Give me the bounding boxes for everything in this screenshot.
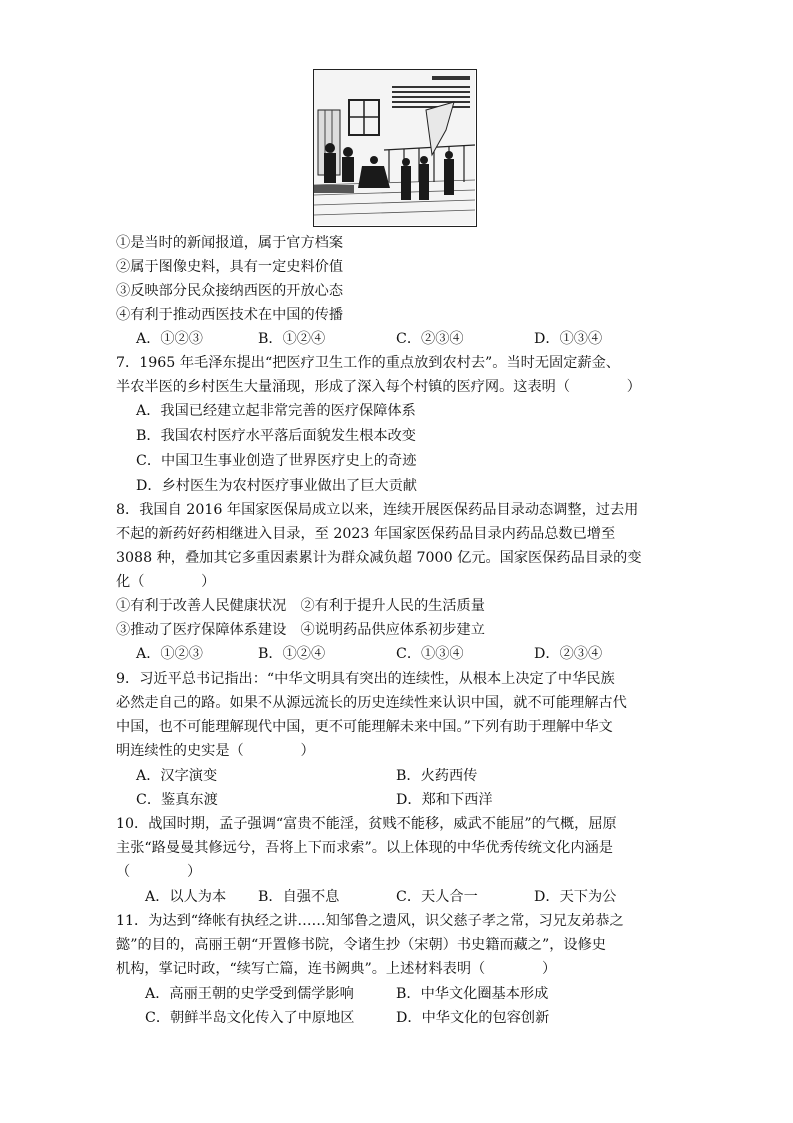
q11-stem: 11．为达到“绛帐有执经之讲……知邹鲁之遗风，识父慈子孝之常，习兄友弟恭之 xyxy=(116,913,624,929)
q7-option-a[interactable]: A．我国已经建立起非常完善的医疗保障体系 xyxy=(136,403,416,419)
q10-stem: （ ） xyxy=(116,864,202,880)
q7-option-c[interactable]: C．中国卫生事业创造了世界医疗史上的奇迹 xyxy=(136,453,417,469)
q9-option-d[interactable]: D．郑和下西洋 xyxy=(396,792,493,808)
q9-option-a[interactable]: A．汉字演变 xyxy=(136,768,218,784)
q8-stem: 化（ ） xyxy=(116,574,216,590)
engraving-figure xyxy=(313,69,477,227)
q6-statement: ③反映部分民众接纳西医的开放心态 xyxy=(116,283,344,299)
q6-option-c[interactable]: C．②③④ xyxy=(396,331,464,347)
q10-stem: 10．战国时期，孟子强调“富贵不能淫，贫贱不能移，威武不能屈”的气概，屈原 xyxy=(116,816,617,832)
q8-stem: 3088 种，叠加其它多重因素累计为群众减负超 7000 亿元。国家医保药品目录的变 xyxy=(116,550,642,566)
engraving-illustration-icon xyxy=(314,70,475,225)
q11-stem: 机构，掌记时政，“续写亡篇，连书阙典”。上述材料表明（ ） xyxy=(116,961,557,977)
q6-option-a[interactable]: A．①②③ xyxy=(136,331,203,347)
q11-option-a[interactable]: A．高丽王朝的史学受到儒学影响 xyxy=(145,986,354,1002)
q6-statement: ②属于图像史料，具有一定史料价值 xyxy=(116,259,344,275)
q10-option-a[interactable]: A．以人为本 xyxy=(145,889,227,905)
q9-option-b[interactable]: B．火药西传 xyxy=(396,768,478,784)
q8-stem: 不起的新药好药相继进入目录，至 2023 年国家医保药品目录内药品总数已增至 xyxy=(116,526,616,542)
q6-statement: ④有利于推动西医技术在中国的传播 xyxy=(116,307,344,323)
q10-option-d[interactable]: D．天下为公 xyxy=(534,889,617,905)
q8-stem: 8．我国自 2016 年国家医保局成立以来，连续开展医保药品目录动态调整，过去用 xyxy=(116,502,639,518)
q9-stem: 必然走自己的路。如果不从源远流长的历史连续性来认识中国，就不可能理解古代 xyxy=(116,695,627,711)
q11-option-b[interactable]: B．中华文化圈基本形成 xyxy=(396,986,549,1002)
q8-statement: ①有利于改善人民健康状况 ②有利于提升人民的生活质量 xyxy=(116,598,485,614)
q7-option-d[interactable]: D．乡村医生为农村医疗事业做出了巨大贡献 xyxy=(136,478,417,494)
q9-stem: 中国，也不可能理解现代中国，更不可能理解未来中国。”下列有助于理解中华文 xyxy=(116,719,613,735)
q6-option-b[interactable]: B．①②④ xyxy=(258,331,326,347)
q11-option-d[interactable]: D．中华文化的包容创新 xyxy=(396,1010,550,1026)
q8-option-b[interactable]: B．①②④ xyxy=(258,646,326,662)
q8-option-c[interactable]: C．①③④ xyxy=(396,646,464,662)
q7-stem: 半农半医的乡村医生大量涌现，形成了深入每个村镇的医疗网。这表明（ ） xyxy=(116,379,641,395)
q8-statement: ③推动了医疗保障体系建设 ④说明药品供应体系初步建立 xyxy=(116,622,485,638)
q8-option-a[interactable]: A．①②③ xyxy=(136,646,203,662)
q9-option-c[interactable]: C．鉴真东渡 xyxy=(136,792,218,808)
q9-stem: 明连续性的史实是（ ） xyxy=(116,743,315,759)
q11-option-c[interactable]: C．朝鲜半岛文化传入了中原地区 xyxy=(145,1010,355,1026)
q7-option-b[interactable]: B．我国农村医疗水平落后面貌发生根本改变 xyxy=(136,428,416,444)
q10-option-c[interactable]: C．天人合一 xyxy=(396,889,478,905)
q8-option-d[interactable]: D．②③④ xyxy=(534,646,603,662)
q7-stem: 7．1965 年毛泽东提出“把医疗卫生工作的重点放到农村去”。当时无固定薪金、 xyxy=(116,355,620,371)
q10-stem: 主张“路曼曼其修远兮，吾将上下而求索”。以上体现的中华优秀传统文化内涵是 xyxy=(116,840,613,856)
q6-statement: ①是当时的新闻报道，属于官方档案 xyxy=(116,235,344,251)
q9-stem: 9．习近平总书记指出：“中华文明具有突出的连续性，从根本上决定了中华民族 xyxy=(116,671,615,687)
q10-option-b[interactable]: B．自强不息 xyxy=(258,889,340,905)
q6-option-d[interactable]: D．①③④ xyxy=(534,331,603,347)
q11-stem: 懿”的目的，高丽王朝“开置修书院，令诸生抄（宋朝）书史籍而藏之”，设修史 xyxy=(116,937,606,953)
